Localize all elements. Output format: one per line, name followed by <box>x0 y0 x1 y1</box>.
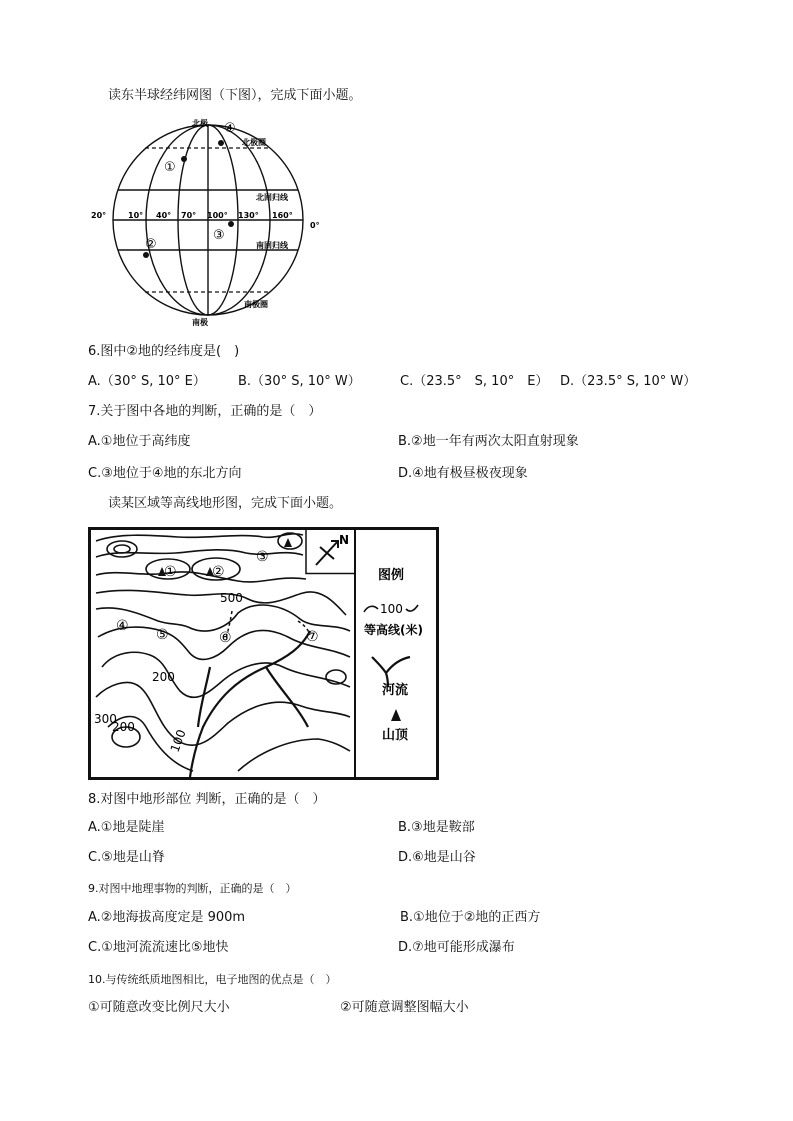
lon-label: 70° <box>181 211 197 220</box>
q9-stem: 9.对图中地理事物的判断，正确的是（ ） <box>88 882 297 895</box>
q8-option-b[interactable]: B.③地是鞍部 <box>398 820 475 835</box>
lon-label: 20° <box>91 211 107 220</box>
lon-label: 40° <box>156 211 172 220</box>
globe-graticule-figure <box>90 115 330 330</box>
tropic-capricorn-label: 南回归线 <box>256 241 288 250</box>
legend-river-label: 河流 <box>382 683 409 698</box>
q6-option-b[interactable]: B.（30° S, 10° W） <box>238 374 361 389</box>
q8-stem: 8.对图中地形部位 判断，正确的是（ ） <box>88 792 326 807</box>
point-3-label: ③ <box>213 228 225 243</box>
north-pole-label: 北极 <box>192 119 208 128</box>
point-4-label: ④ <box>224 121 236 136</box>
marker-4: ④ <box>116 618 129 634</box>
q9-option-d[interactable]: D.⑦地可能形成瀑布 <box>398 940 515 955</box>
marker-5: ⑤ <box>156 627 169 643</box>
contour-map-figure <box>88 527 440 780</box>
point-2-label: ② <box>145 237 157 252</box>
q8-option-a[interactable]: A.①地是陡崖 <box>88 820 165 835</box>
q9-option-a[interactable]: A.②地海拔高度定是 900m <box>88 910 246 925</box>
tropic-cancer-label: 北回归线 <box>256 193 288 202</box>
marker-1: ① <box>164 564 177 580</box>
q7-option-c[interactable]: C.③地位于④地的东北方向 <box>88 466 242 481</box>
point-4-dot <box>218 140 224 146</box>
q8-option-c[interactable]: C.⑤地是山脊 <box>88 850 165 865</box>
lon-label: 10° <box>128 211 144 220</box>
section-intro-2: 读某区域等高线地形图，完成下面小题。 <box>108 496 343 511</box>
legend-peak-label: 山顶 <box>382 728 409 743</box>
lon-label: 0° <box>310 221 320 230</box>
elev-label: 500 <box>220 591 243 605</box>
legend-title: 图例 <box>378 568 405 583</box>
point-1-label: ① <box>164 160 176 175</box>
q7-stem: 7.关于图中各地的判断，正确的是（ ） <box>88 404 322 419</box>
lon-label: 160° <box>272 211 293 220</box>
lon-label: 130° <box>238 211 259 220</box>
q6-option-c[interactable]: C.（23.5° S, 10° E） <box>400 374 549 389</box>
lon-label: 100° <box>207 211 228 220</box>
marker-6: ⑥ <box>219 630 232 646</box>
q9-option-b[interactable]: B.①地位于②地的正西方 <box>400 910 541 925</box>
marker-3: ③ <box>256 549 269 565</box>
section-intro: 读东半球经纬网图（下图），完成下面小题。 <box>108 88 362 103</box>
point-2-dot <box>143 252 149 258</box>
legend-contour-value: 100 <box>380 602 403 616</box>
q6-stem: 6.图中②地的经纬度是( ) <box>88 344 240 359</box>
elev-label: 100 <box>167 727 189 755</box>
elev-label: 300 <box>94 712 117 726</box>
arctic-circle-label: 北极圈 <box>242 138 266 147</box>
q10-stem: 10.与传统纸质地图相比，电子地图的优点是（ ） <box>88 973 337 986</box>
legend-contour-label: 等高线(米) <box>364 623 423 637</box>
q6-option-a[interactable]: A.（30° S, 10° E） <box>88 374 206 389</box>
marker-2: ② <box>212 564 225 580</box>
point-3-dot <box>228 221 234 227</box>
marker-7: ⑦ <box>306 629 319 645</box>
q6-option-d[interactable]: D.（23.5° S, 10° W） <box>560 374 697 389</box>
elev-label: 200 <box>152 670 175 684</box>
point-1-dot <box>181 156 187 162</box>
antarctic-circle-label: 南极圈 <box>244 300 268 309</box>
south-pole-label: 南极 <box>192 318 208 327</box>
q10-option-1[interactable]: ①可随意改变比例尺大小 <box>88 1000 230 1015</box>
q7-option-b[interactable]: B.②地一年有两次太阳直射现象 <box>398 434 579 449</box>
q7-option-d[interactable]: D.④地有极昼极夜现象 <box>398 466 528 481</box>
q7-option-a[interactable]: A.①地位于高纬度 <box>88 434 191 449</box>
q9-option-c[interactable]: C.①地河流流速比⑤地快 <box>88 940 229 955</box>
elev-label: 200 <box>112 720 135 734</box>
q10-option-2[interactable]: ②可随意调整图幅大小 <box>340 1000 469 1015</box>
q8-option-d[interactable]: D.⑥地是山谷 <box>398 850 476 865</box>
north-label: N <box>339 533 350 547</box>
